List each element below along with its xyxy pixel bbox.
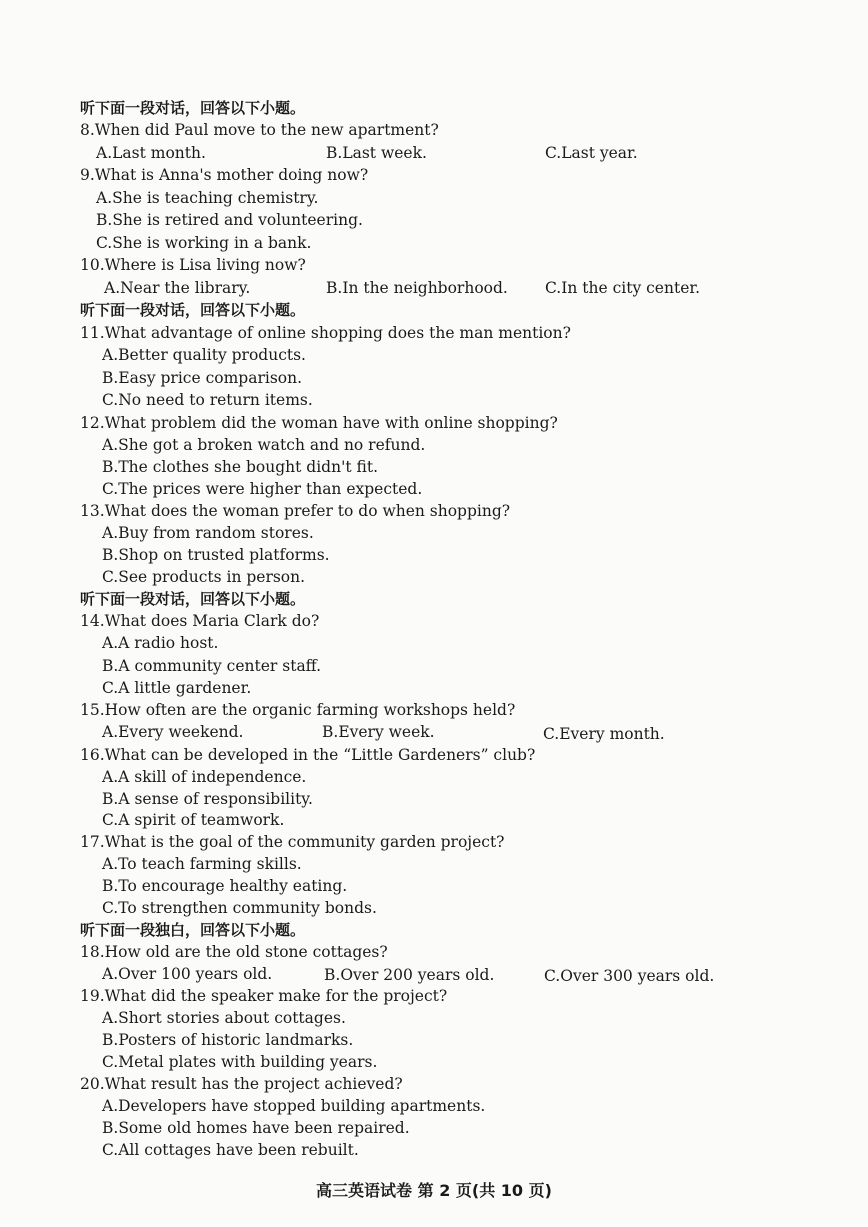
option-b: B.Shop on trusted platforms.	[102, 546, 330, 564]
question-stem: 18.How old are the old stone cottages?	[80, 943, 388, 961]
option-b: B.Easy price comparison.	[102, 369, 303, 387]
question-stem: 12.What problem did the woman have with online shopping?	[80, 414, 558, 432]
option-c: C.See products in person.	[102, 568, 306, 586]
option-b: B.Over 200 years old.	[324, 966, 495, 984]
question-stem: 9.What is Anna's mother doing now?	[80, 166, 369, 184]
option-b: B.The clothes she bought didn't fit.	[102, 458, 379, 476]
page-footer: 高三英语试卷 第 2 页(共 10 页)	[316, 1181, 552, 1200]
option-c: C.A spirit of teamwork.	[102, 811, 285, 829]
option-c: C.No need to return items.	[102, 391, 313, 409]
option-b: B.A sense of responsibility.	[102, 790, 313, 808]
option-b: B.In the neighborhood.	[326, 279, 508, 297]
question-stem: 10.Where is Lisa living now?	[80, 256, 306, 274]
option-c: C.In the city center.	[545, 279, 700, 297]
question-stem: 19.What did the speaker make for the project?	[80, 987, 448, 1005]
question-stem: 15.How often are the organic farming workshops held?	[80, 701, 516, 719]
option-a: A.Developers have stopped building apartments.	[102, 1097, 486, 1115]
option-a: A.Buy from random stores.	[102, 524, 314, 542]
question-stem: 17.What is the goal of the community garden project?	[80, 833, 505, 851]
option-a: A.A skill of independence.	[102, 768, 307, 786]
option-a: A.Last month.	[96, 144, 206, 162]
option-a: A.She got a broken watch and no refund.	[102, 436, 426, 454]
option-c: C.Over 300 years old.	[544, 967, 715, 985]
option-a: A.Near the library.	[104, 279, 251, 297]
option-c: C.She is working in a bank.	[96, 234, 312, 252]
question-stem: 11.What advantage of online shopping does the man mention?	[80, 324, 571, 342]
option-b: B.A community center staff.	[102, 657, 322, 675]
option-c: C.The prices were higher than expected.	[102, 480, 423, 498]
option-a: A.Better quality products.	[102, 346, 306, 364]
section-header: 听下面一段对话，回答以下小题。	[80, 301, 306, 319]
question-stem: 8.When did Paul move to the new apartment?	[80, 121, 439, 139]
option-b: B.Every week.	[322, 723, 435, 741]
option-c: C.Last year.	[545, 144, 638, 162]
option-a: A.Over 100 years old.	[102, 965, 273, 983]
option-c: C.To strengthen community bonds.	[102, 899, 377, 917]
option-b: B.Some old homes have been repaired.	[102, 1119, 410, 1137]
option-a: A.To teach farming skills.	[102, 855, 302, 873]
section-header: 听下面一段对话，回答以下小题。	[80, 590, 306, 608]
section-header: 听下面一段独白，回答以下小题。	[80, 921, 306, 939]
option-c: C.All cottages have been rebuilt.	[102, 1141, 359, 1159]
option-b: B.Posters of historic landmarks.	[102, 1031, 354, 1049]
option-a: A.Every weekend.	[102, 723, 244, 741]
question-stem: 13.What does the woman prefer to do when shopping?	[80, 502, 511, 520]
option-b: B.Last week.	[326, 144, 427, 162]
option-b: B.She is retired and volunteering.	[96, 211, 363, 229]
option-c: C.Every month.	[543, 725, 665, 743]
section-header: 听下面一段对话，回答以下小题。	[80, 99, 306, 117]
option-a: A.Short stories about cottages.	[102, 1009, 346, 1027]
option-a: A.A radio host.	[102, 634, 219, 652]
option-a: A.She is teaching chemistry.	[96, 189, 319, 207]
option-c: C.A little gardener.	[102, 679, 252, 697]
question-stem: 14.What does Maria Clark do?	[80, 612, 320, 630]
question-stem: 16.What can be developed in the “Little Gardeners” club?	[80, 746, 536, 764]
option-b: B.To encourage healthy eating.	[102, 877, 348, 895]
question-stem: 20.What result has the project achieved?	[80, 1075, 403, 1093]
option-c: C.Metal plates with building years.	[102, 1053, 378, 1071]
